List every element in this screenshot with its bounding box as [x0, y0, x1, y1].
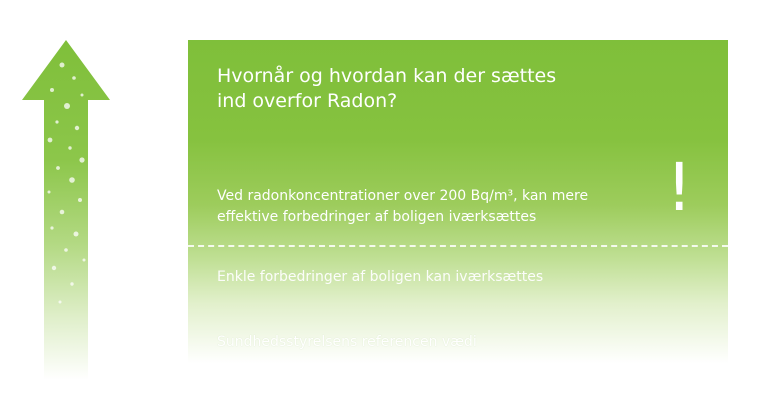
- panel-title-line-2: ind overfor Radon?: [217, 90, 398, 112]
- high-level-line-1: Ved radonkoncentrationer over 200 Bq/m³, kan mere: [217, 188, 589, 204]
- panel-title: [217, 64, 657, 114]
- high-level-line-2: effektive forbedringer af boligen iværksættes: [217, 209, 537, 225]
- arrow-up-icon: [22, 40, 110, 380]
- threshold-divider: [188, 245, 728, 247]
- panel-title-line-1: Hvornår og hvordan kan der sættes: [217, 65, 557, 87]
- high-level-text: [217, 186, 637, 228]
- mid-level-text: Enkle forbedringer af boligen kan iværksættes: [217, 269, 544, 285]
- reference-level-text: Sundhedsstyrelsens referencen vædi: [217, 334, 477, 350]
- info-panel: [188, 40, 728, 370]
- exclamation-icon: !: [666, 149, 693, 226]
